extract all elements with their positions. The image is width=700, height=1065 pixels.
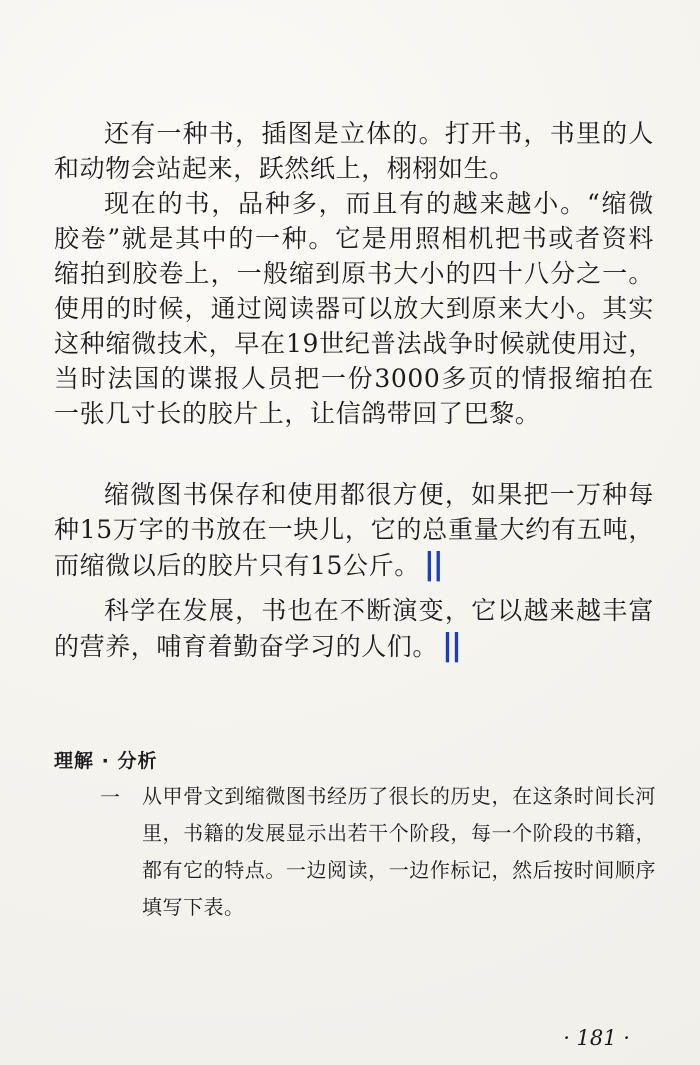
page-number: · 181 ·	[563, 1026, 630, 1050]
exercise-number: 一	[100, 785, 120, 809]
exercise-text: 从甲骨文到缩微图书经历了很长的历史，在这条时间长河里，书籍的发展显示出若干个阶段，每一个阶段的书籍，都有它的特点。一边阅读，一边作标记，然后按时间顺序填写下表。	[142, 784, 656, 919]
section-title: 理解 · 分析	[54, 750, 158, 772]
paragraph-science-development	[54, 593, 654, 664]
paragraph-popup-books	[54, 116, 654, 186]
paragraph-text: 还有一种书，插图是立体的。打开书，书里的人和动物会站起来，跃然纸上，栩栩如生。	[54, 119, 654, 183]
handwritten-mark: ||	[442, 628, 460, 663]
paragraph-text: 科学在发展，书也在不断演变，它以越来越丰富的营养，哺育着勤奋学习的人们。	[54, 596, 654, 661]
paragraph-microfilm-convenience	[54, 477, 654, 583]
paragraph-text: 缩微图书保存和使用都很方便，如果把一万种每种15万字的书放在一块儿，它的总重量大约有五吨，而缩微以后的胶片只有15公斤。	[54, 480, 654, 580]
paragraph-text: 现在的书，品种多，而且有的越来越小。“缩微胶卷”就是其中的一种。它是用照相机把书或者资料缩拍到胶卷上，一般缩到原书大小的四十八分之一。使用的时候，通过阅读器可以放大到原来大小。其实这种缩微技术，早在19世纪普法战争时候就使用过，当时法国的谍报人员把一份3000多页的情报缩拍在一张几寸长的胶片上，让信鸽带回了巴黎。	[54, 189, 654, 428]
paragraph-microfilm	[54, 186, 654, 431]
handwritten-mark: ||	[423, 547, 442, 582]
